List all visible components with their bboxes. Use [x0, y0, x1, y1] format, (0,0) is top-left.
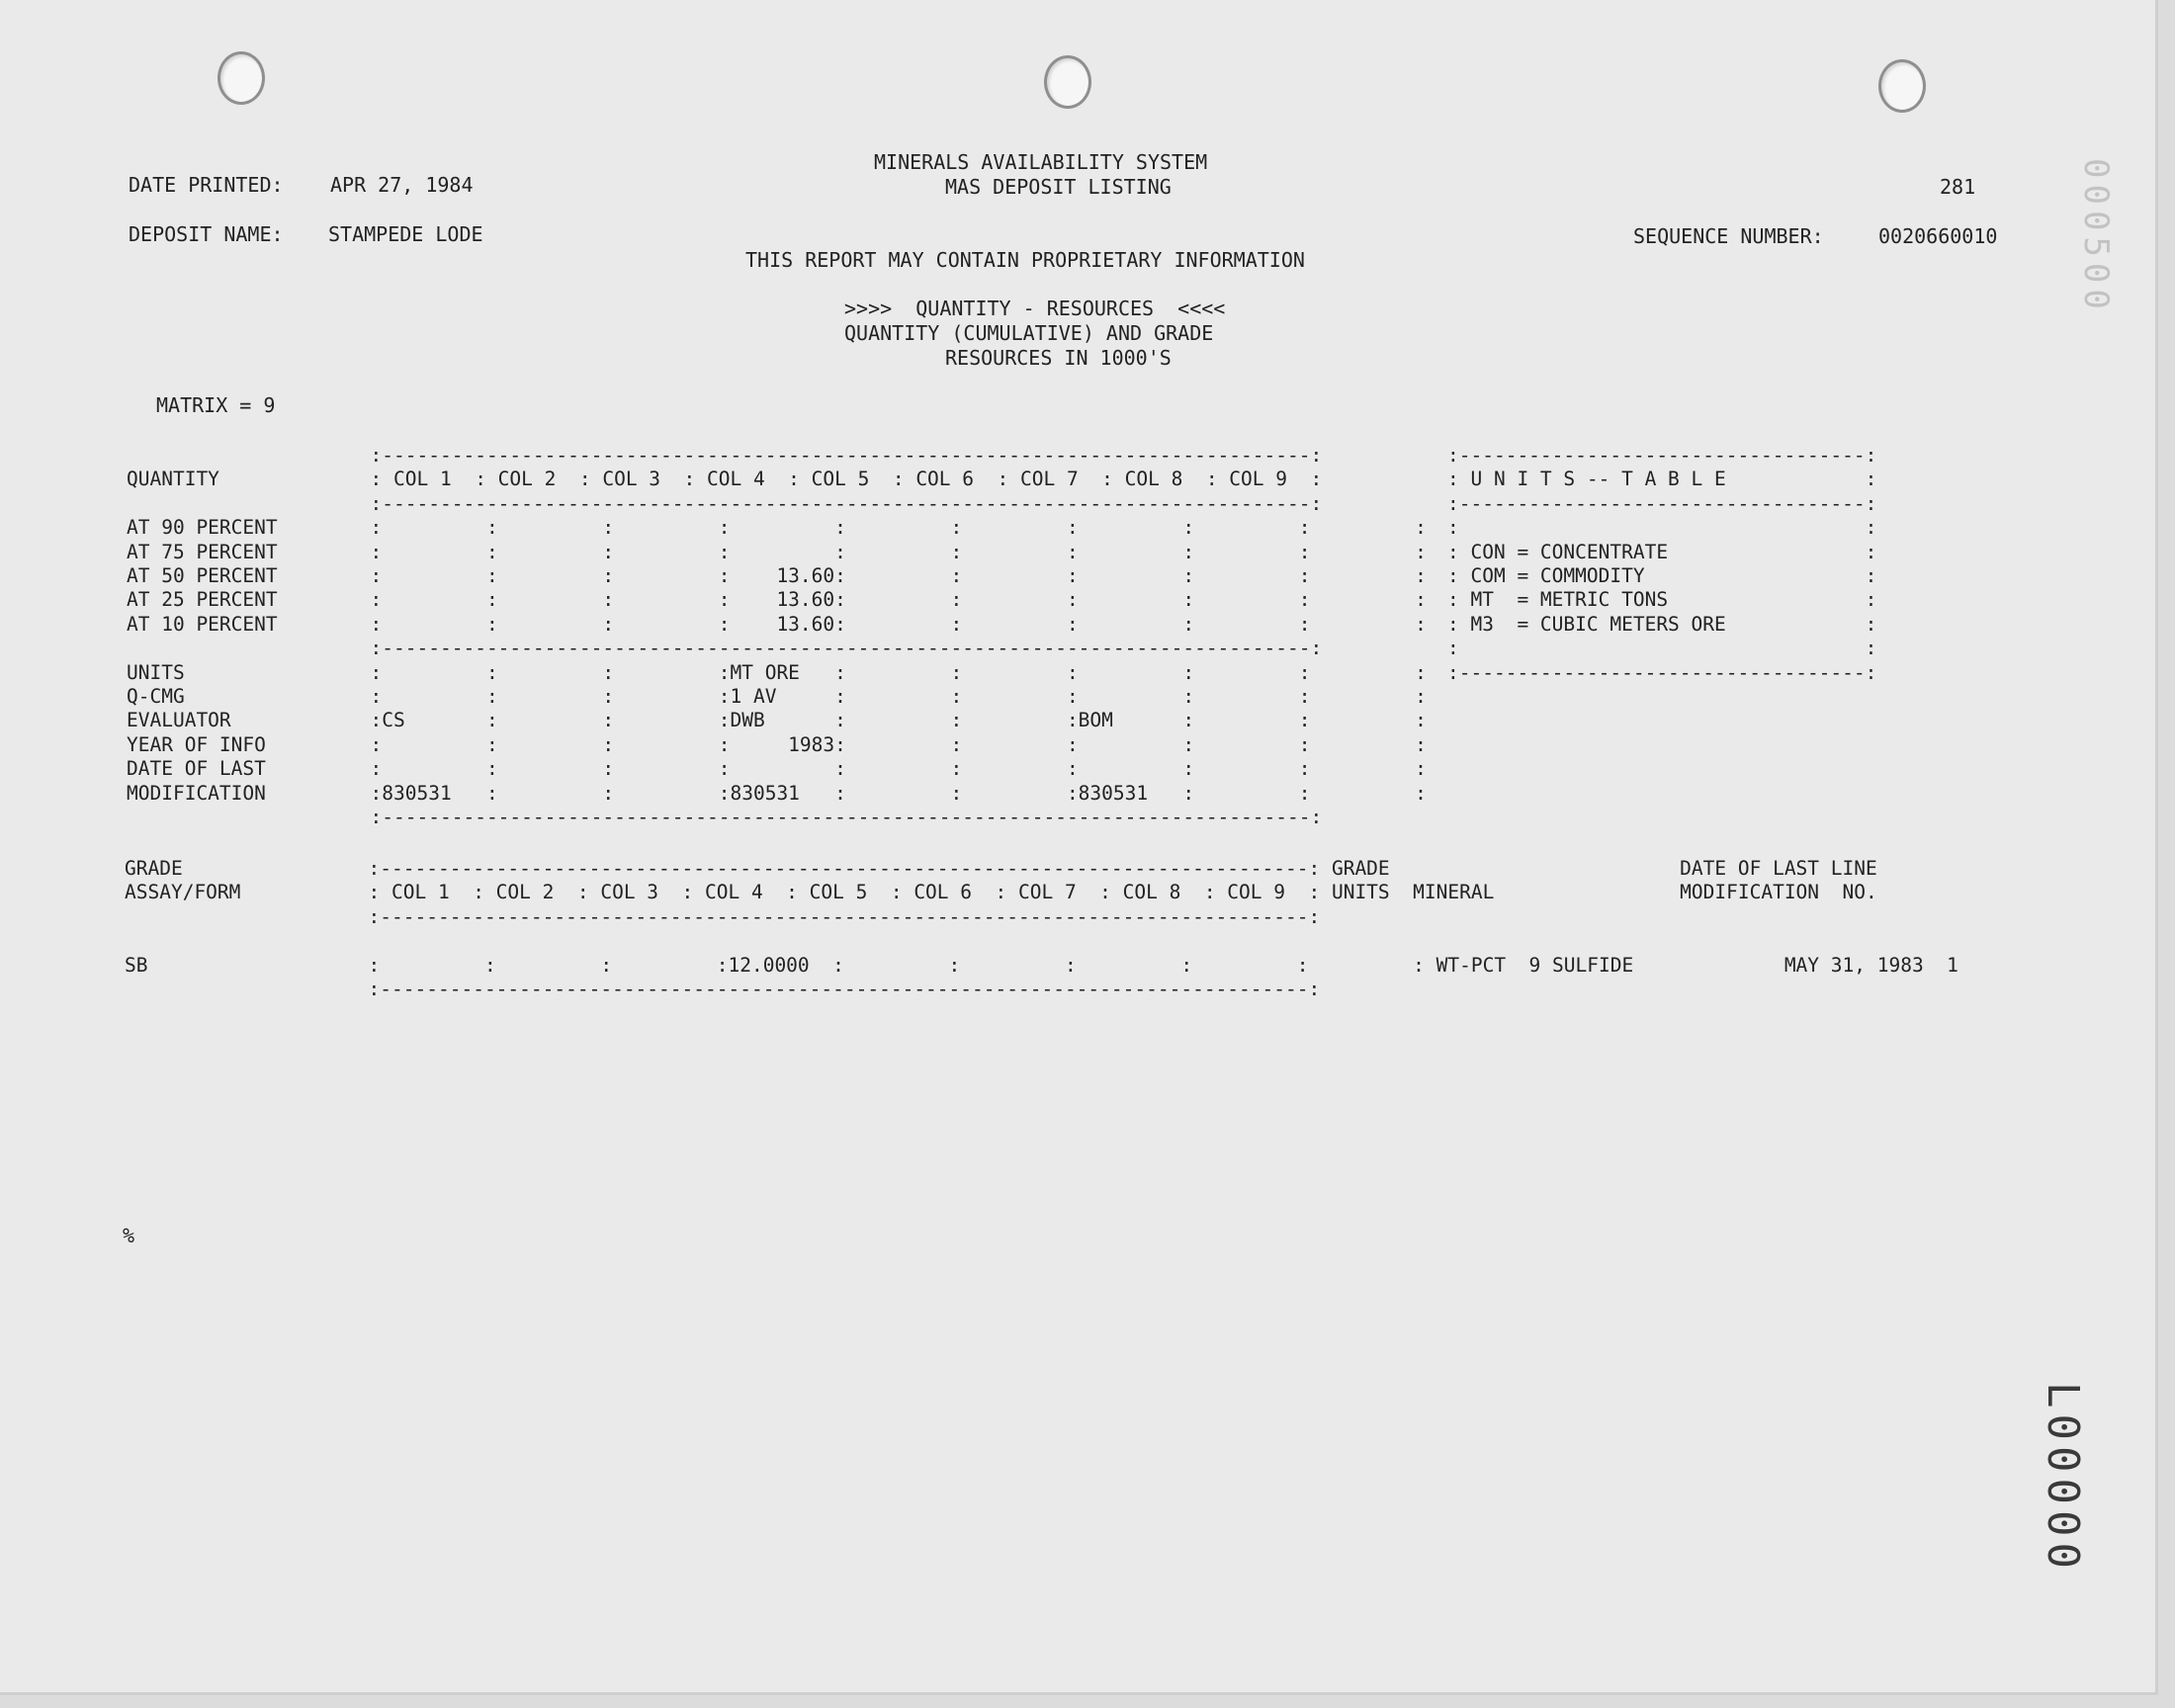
punch-hole-center [1044, 55, 1091, 109]
quantity-table: :--------------------------------------------------------------------------------: QUANTITY : COL 1 : COL 2 : COL 3 : COL 4 : COL 5 : COL 6 : COL 7 : COL 8 : COL 9 : :--------------------------------------------------------------------------------: AT 90 PERCENT : : : : : : : : : : AT 75 PERCENT : : : : : : : : : : AT 50 PERCENT : : : : 13.60: : : : : : AT 25 PERCENT : : : : 13.60: : : : : : AT 10 PERCENT : : : : 13.60: : : : : : :--------------------------------------------------------------------------------: UNITS : : : :MT ORE : : : : : : Q-CMG : : : :1 AV : : : : : : EVALUATOR :CS : : :DWB : : :BOM : : : YEAR OF INFO : : : : 1983: : : : : : DATE OF LAST : : : : : : : : : : MODIFICATION :830531 : : :830531 : : :830531 : : : :--------------------------------------------------------------------------------: [127, 444, 1427, 829]
report-system-title: MINERALS AVAILABILITY SYSTEM [874, 150, 1208, 174]
section-title: >>>> QUANTITY - RESOURCES <<<< [844, 297, 1226, 320]
section-units: RESOURCES IN 1000'S [945, 346, 1172, 370]
sequence-number-label: SEQUENCE NUMBER: [1633, 224, 1824, 248]
deposit-name: STAMPEDE LODE [328, 222, 483, 246]
punch-hole-right [1878, 59, 1926, 113]
faint-side-stamp: 000500 [2076, 158, 2116, 315]
units-table: :-----------------------------------: : U N I T S -- T A B L E : :-----------------------------------: : : : CON = CONCENTRATE : : COM = COMMODITY : : MT = METRIC TONS : : M3 = CUBIC METERS ORE : : : :-----------------------------------: [1447, 444, 1877, 684]
page-stamp: L00000 [2038, 1382, 2088, 1575]
footer-mark: % [123, 1224, 135, 1247]
punch-hole-left [218, 51, 265, 105]
section-subtitle: QUANTITY (CUMULATIVE) AND GRADE [844, 321, 1214, 345]
date-printed: APR 27, 1984 [330, 173, 474, 197]
grade-table: GRADE :--------------------------------------------------------------------------------: GRADE DATE OF LAST LINE ASSAY/FORM : COL 1 : COL 2 : COL 3 : COL 4 : COL 5 : COL 6 : COL 7 : COL 8 : COL 9 : UNITS MINERAL MODIFICATION NO. :--------------------------------------------------------------------------------: SB : : : :12.0000 : : : : : : WT-PCT 9 SULFIDE MAY 31, 1983 1 :--------------------------------------------------------------------------------: [125, 857, 1958, 1001]
report-listing-title: MAS DEPOSIT LISTING [945, 175, 1172, 199]
matrix-value: MATRIX = 9 [156, 393, 276, 417]
sequence-number: 0020660010 [1878, 224, 1998, 248]
page-number: 281 [1940, 175, 1976, 199]
proprietary-notice: THIS REPORT MAY CONTAIN PROPRIETARY INFORMATION [745, 248, 1305, 272]
date-printed-label: DATE PRINTED: [129, 173, 284, 197]
deposit-name-label: DEPOSIT NAME: [129, 222, 284, 246]
